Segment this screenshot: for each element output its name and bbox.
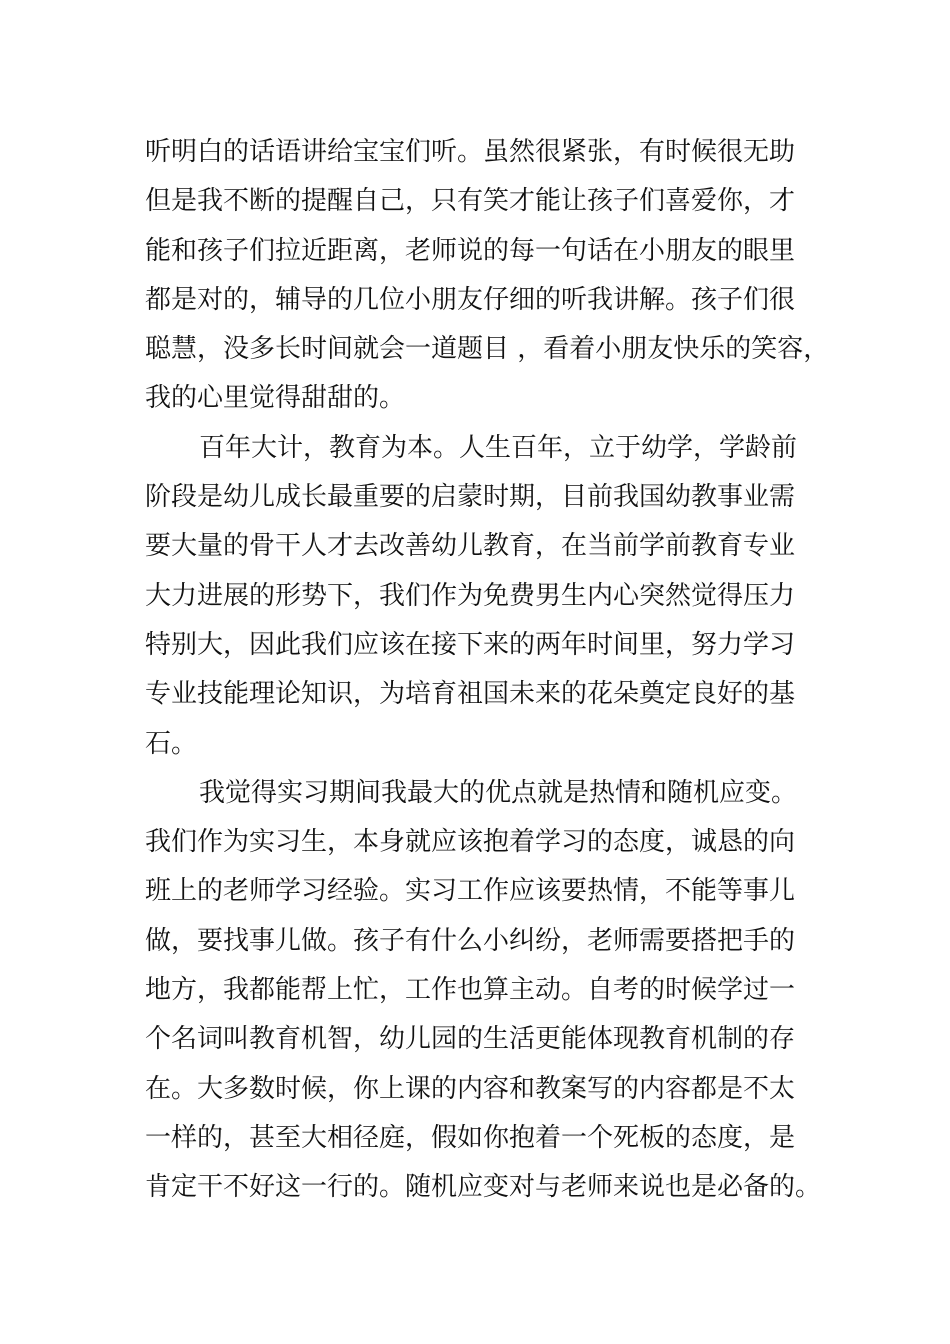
document-body — [145, 128, 830, 1213]
text-line: 大力进展的形势下，我们作为免费男生内心突然觉得压力 — [145, 580, 796, 611]
text-line: 特别大，因此我们应该在接下来的两年时间里，努力学习 — [145, 629, 796, 660]
text-line: 我们作为实习生，本身就应该抱着学习的态度，诚恳的向 — [145, 827, 796, 858]
text-line: 在。大多数时候，你上课的内容和教案写的内容都是不太 — [145, 1073, 796, 1104]
text-line: 听明白的话语讲给宝宝们听。虽然很紧张，有时候很无助 — [145, 137, 796, 167]
text-line: 要大量的骨干人才去改善幼儿教育，在当前学前教育专业 — [145, 531, 796, 562]
text-line: 但是我不断的提醒自己，只有笑才能让孩子们喜爱你，才 — [145, 186, 796, 217]
text-line: 我的心里觉得甜甜的。 — [145, 383, 406, 414]
text-line: 班上的老师学习经验。实习工作应该要热情，不能等事儿 — [145, 876, 796, 907]
text-line: 个名词叫教育机智，幼儿园的生活更能体现教育机制的存 — [145, 1024, 796, 1055]
paragraph-first-line: 百年大计，教育为本。人生百年，立于幼学，学龄前 — [199, 432, 798, 463]
text-line: 阶段是幼儿成长最重要的启蒙时期，目前我国幼教事业需 — [145, 482, 796, 513]
text-line: 都是对的，辅导的几位小朋友仔细的听我讲解。孩子们很 — [145, 284, 796, 315]
text-line: 肯定干不好这一行的。随机应变对与老师来说也是必备的。 — [145, 1172, 822, 1203]
text-line: 聪慧，没多长时间就会一道题目 ，看着小朋友快乐的笑容， — [145, 334, 830, 365]
paragraph-first-line: 我觉得实习期间我最大的优点就是热情和随机应变。 — [199, 777, 798, 808]
text-line: 专业技能理论知识，为培育祖国未来的花朵奠定良好的基 — [145, 679, 796, 710]
text-line: 石。 — [145, 728, 198, 759]
text-line: 地方，我都能帮上忙，工作也算主动。自考的时候学过一 — [145, 975, 796, 1006]
text-line: 一样的，甚至大相径庭，假如你抱着一个死板的态度，是 — [145, 1122, 796, 1153]
text-line: 做，要找事儿做。孩子有什么小纠纷，老师需要搭把手的 — [145, 925, 796, 956]
text-line: 能和孩子们拉近距离，老师说的每一句话在小朋友的眼里 — [145, 235, 796, 266]
